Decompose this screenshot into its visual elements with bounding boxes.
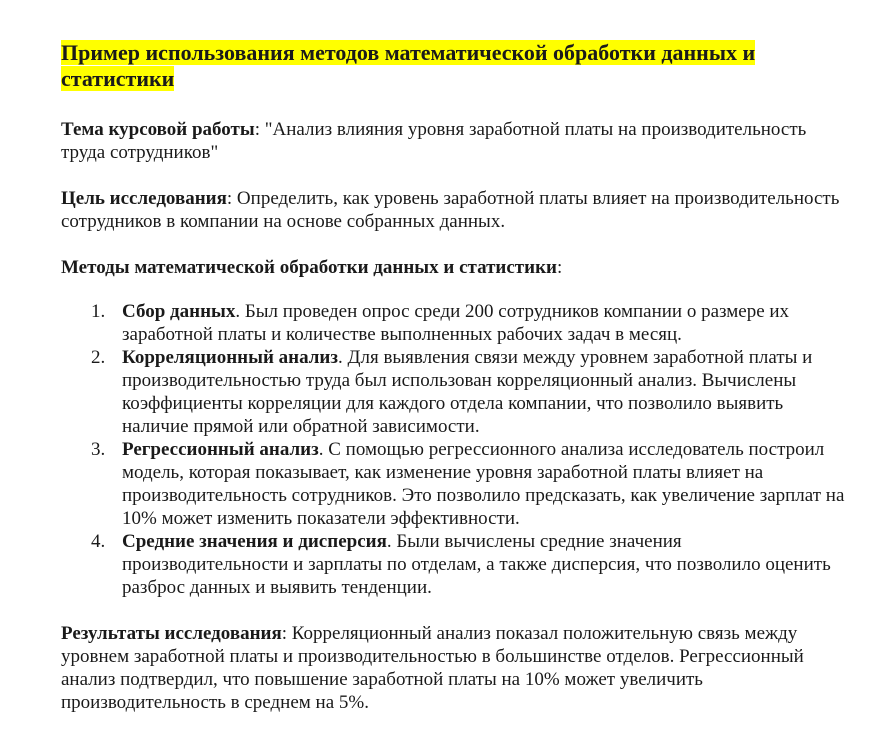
goal-paragraph [61, 187, 851, 233]
list-item [61, 346, 851, 438]
list-item-number: 2. [91, 347, 106, 368]
topic-paragraph [61, 118, 851, 164]
list-item [61, 300, 851, 346]
list-item [61, 530, 851, 599]
goal-text: : Определить, как уровень заработной платы влияет на производительность сотрудников в компании на основе собранных данных. [61, 188, 840, 232]
results-text: : Корреляционный анализ показал положительную связь между уровнем заработной платы и производительностью в большинстве отделов. Регрессионный анализ подтвердил, что повышение заработной платы на 10% может увеличить производительность в среднем на 5%. [61, 623, 804, 713]
list-item-text: . Были вычислены средние значения производительности и зарплаты по отделам, а также дисперсия, что позволило оценить разброс данных и выявить тенденции. [122, 531, 831, 598]
list-item [61, 438, 851, 530]
list-item-text: . Был проведен опрос среди 200 сотрудников компании о размере их заработной платы и количестве выполненных рабочих задач в месяц. [122, 301, 790, 345]
methods-heading-suffix: : [556, 257, 563, 278]
list-item-label: Регрессионный анализ [122, 439, 319, 460]
list-item-label: Корреляционный анализ [122, 347, 339, 368]
goal-label: Цель исследования [61, 188, 227, 209]
document [61, 40, 851, 737]
topic-label: Тема курсовой работы [61, 119, 255, 140]
document-title [61, 40, 791, 92]
list-item-number: 3. [91, 439, 106, 460]
results-label: Результаты исследования [61, 623, 282, 644]
list-item-number: 1. [91, 301, 106, 322]
list-item-text: . С помощью регрессионного анализа исследователь построил модель, которая показывает, как изменение уровня заработной платы влияет на производительность сотрудников. Это позволило предсказать, как увеличение зарплат на 10% может изменить показатели эффективности. [122, 439, 845, 529]
list-item-label: Средние значения и дисперсия [122, 531, 387, 552]
topic-text: : "Анализ влияния уровня заработной платы на производительность труда сотрудников" [61, 119, 807, 163]
results-paragraph [61, 622, 851, 714]
list-item-number: 4. [91, 531, 106, 552]
list-item-label: Сбор данных [122, 301, 236, 322]
methods-heading-text: Методы математической обработки данных и статистики [61, 257, 557, 278]
document-title-text: Пример использования методов математической обработки данных и статистики [61, 40, 756, 91]
list-item-text: . Для выявления связи между уровнем заработной платы и производительностью труда был использован корреляционный анализ. Вычислены коэффициенты корреляции для каждого отдела компании, что позволило выявить наличие прямой или обратной зависимости. [122, 347, 813, 437]
methods-list [61, 300, 851, 599]
methods-heading [61, 256, 851, 279]
